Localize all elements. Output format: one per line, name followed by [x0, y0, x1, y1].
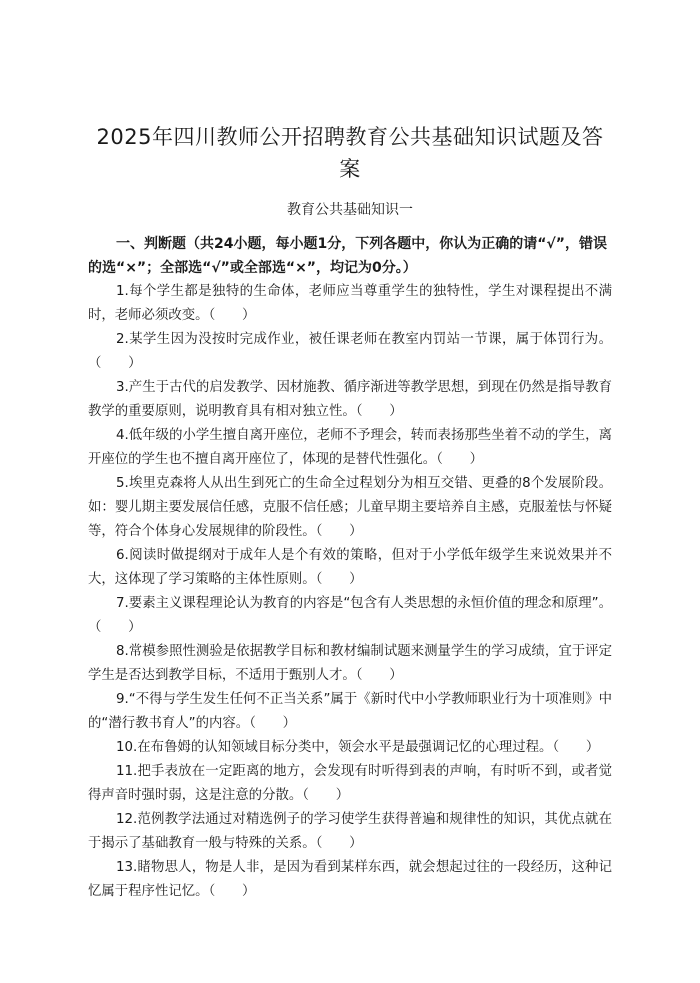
question-item: 13.睹物思人，物是人非，是因为看到某样东西，就会想起过往的一段经历，这种记忆属于程序性记忆。（ ）: [88, 860, 612, 899]
question-item: 10.在布鲁姆的认知领域目标分类中，领会水平是最强调记忆的心理过程。（ ）: [116, 740, 600, 755]
question-list: [88, 280, 612, 904]
question-item: 7.要素主义课程理论认为教育的内容是“包含有人类思想的永恒价值的理念和原理”。（ ）: [88, 596, 612, 635]
question-item: 9.“不得与学生发生任何不正当关系”属于《新时代中小学教师职业行为十项准则》中的“潜行教书育人”的内容。（ ）: [88, 692, 612, 731]
section-heading: 一、判断题（共24小题，每小题1分，下列各题中，你认为正确的请“√”，错误的选“×”；全部选“√”或全部选“×”，均记为0分。）: [88, 236, 607, 276]
document-title: 2025年四川教师公开招聘教育公共基础知识试题及答案: [96, 125, 604, 181]
question-item: 8.常模参照性测验是依据教学目标和教材编制试题来测量学生的学习成绩，宜于评定学生是否达到教学目标，不适用于甄别人才。（ ）: [88, 644, 612, 683]
question-item: 11.把手表放在一定距离的地方，会发现有时听得到表的声响，有时听不到，或者觉得声音时强时弱，这是注意的分散。（ ）: [88, 764, 612, 803]
question-item: 1.每个学生都是独特的生命体，老师应当尊重学生的独特性，学生对课程提出不满时，老师必须改变。（ ）: [88, 284, 612, 323]
question-item: 4.低年级的小学生擅自离开座位，老师不予理会，转而表扬那些坐着不动的学生，离开座位的学生也不擅自离开座位了，体现的是替代性强化。（ ）: [88, 428, 612, 467]
document-subtitle: 教育公共基础知识一: [287, 202, 413, 218]
question-item: 6.阅读时做提纲对于成年人是个有效的策略，但对于小学低年级学生来说效果并不大，这体现了学习策略的主体性原则。（ ）: [88, 548, 612, 587]
question-item: 5.埃里克森将人从出生到死亡的生命全过程划分为相互交错、更叠的8个发展阶段。如：婴儿期主要发展信任感，克服不信任感；儿童早期主要培养自主感，克服羞怯与怀疑等，符合个体身心发展规律的阶段性。（ ）: [88, 476, 612, 539]
question-item: 12.范例教学法通过对精选例子的学习使学生获得普遍和规律性的知识，其优点就在于揭示了基础教育一般与特殊的关系。（ ）: [88, 812, 612, 851]
question-item: 2.某学生因为没按时完成作业，被任课老师在教室内罚站一节课，属于体罚行为。（ ）: [88, 332, 612, 371]
question-item: 3.产生于古代的启发教学、因材施教、循序渐进等教学思想，到现在仍然是指导教育教学的重要原则，说明教育具有相对独立性。（ ）: [88, 380, 612, 419]
